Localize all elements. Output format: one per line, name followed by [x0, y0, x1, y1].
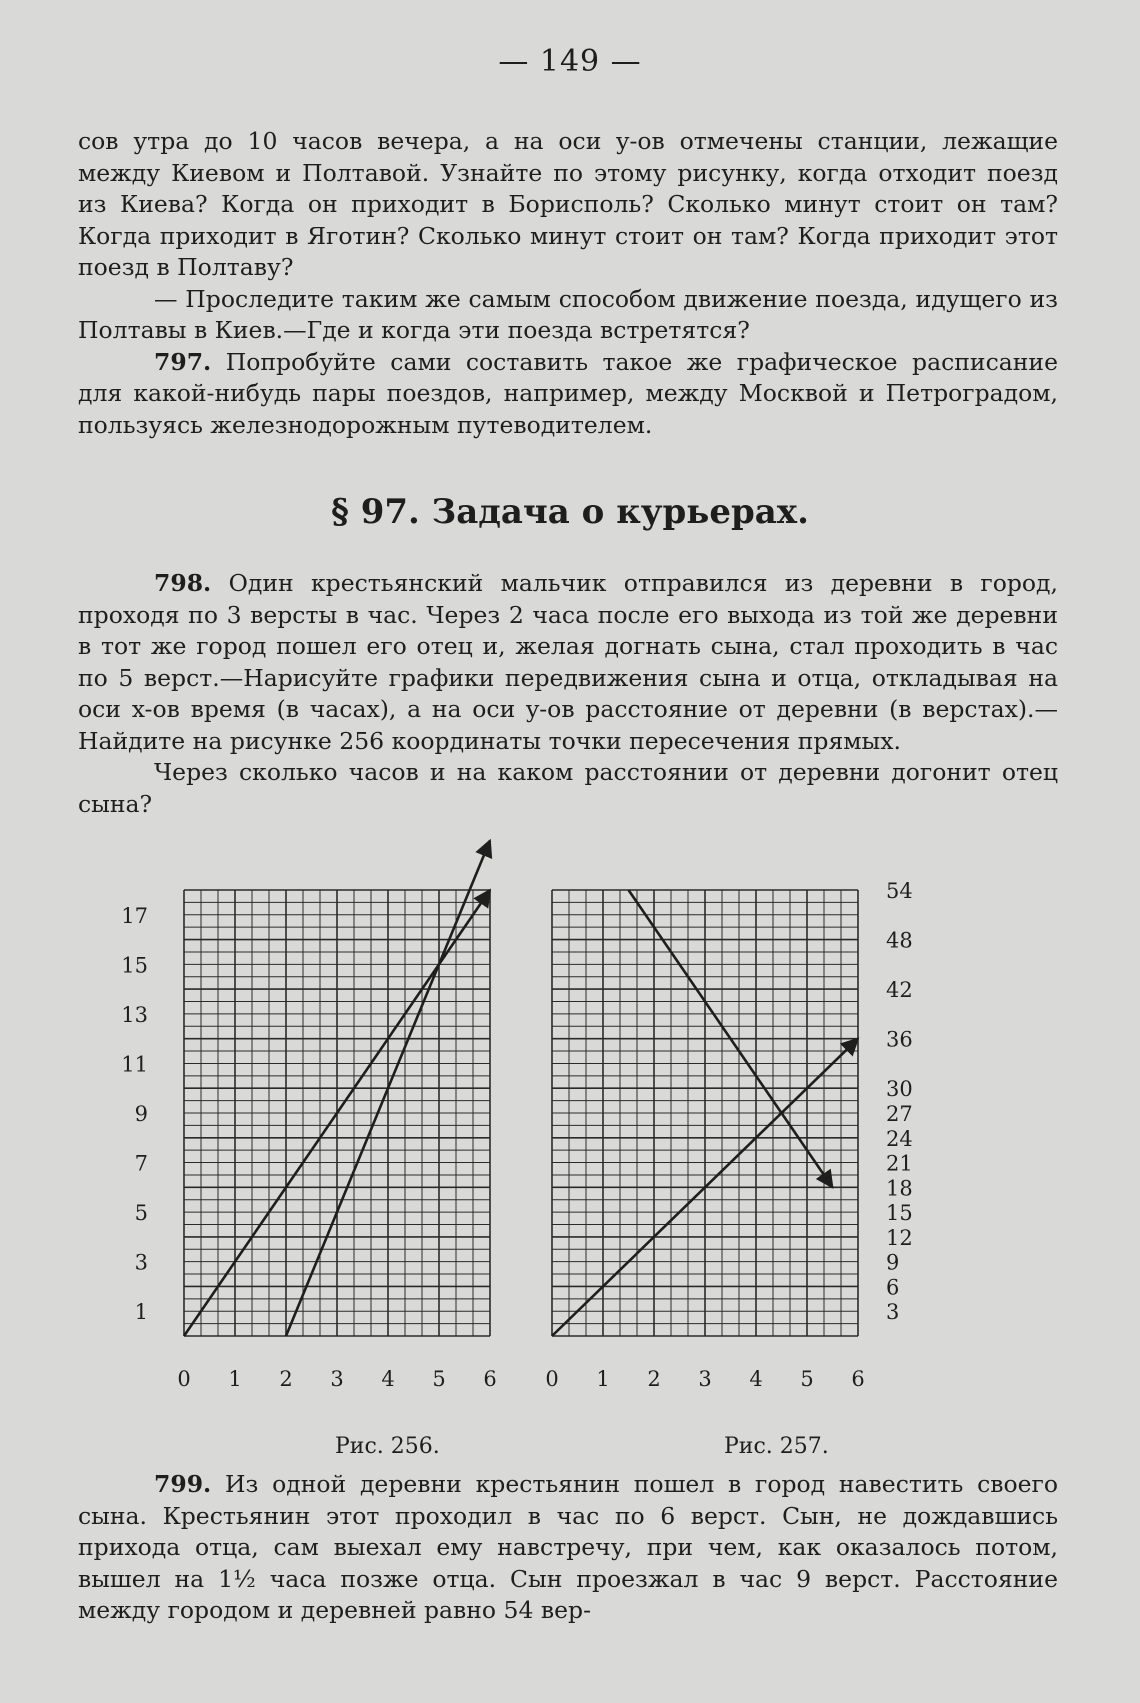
caption-257: Рис. 257. [724, 1434, 829, 1459]
y-tick-label: 9 [886, 1250, 900, 1275]
section-title: § 97. Задача о курьерах. [331, 492, 809, 532]
task-797-number: 797. [154, 347, 212, 376]
task-798 [78, 568, 1058, 757]
y-tick-label: 5 [134, 1201, 148, 1226]
y-tick-label: 1 [134, 1300, 148, 1325]
x-tick-label: 1 [596, 1367, 610, 1391]
y-tick-label: 42 [886, 978, 913, 1003]
y-tick-label: 15 [121, 953, 148, 978]
y-tick-label: 48 [886, 928, 913, 953]
x-tick-label: 2 [647, 1367, 661, 1391]
task-799-number: 799. [154, 1470, 212, 1498]
task-799-text: Из одной деревни крестьянин пошел в город навестить своего сына. Крестьянин этот проходил в час по 6 верст. Сын, не дождавшись прихода отца, сам выехал ему навстречу, при чем, как оказалось потом, вышел на 1½ часа позже отца. Сын проезжал в час 9 верст. Расстояние между городом и деревней равно 54 вер- [78, 1470, 1058, 1624]
caption-256: Рис. 256. [335, 1434, 440, 1459]
task-799 [78, 1469, 1058, 1627]
task-798-number: 798. [154, 569, 212, 597]
intro-paragraph-2: — Проследите таким же самым способом движение поезда, идущего из Полтавы в Киев.—Где и когда эти поезда встретятся? [78, 284, 1058, 344]
task-799-block [78, 1469, 1058, 1627]
x-tick-label: 1 [228, 1367, 242, 1391]
x-tick-label: 6 [851, 1367, 865, 1391]
x-tick-label: 0 [545, 1367, 559, 1391]
x-tick-label: 3 [330, 1367, 344, 1391]
y-tick-label: 6 [886, 1275, 900, 1300]
y-tick-label: 24 [886, 1126, 913, 1151]
y-tick-label: 7 [134, 1151, 148, 1176]
x-tick-label: 5 [800, 1367, 814, 1391]
x-tick-label: 3 [698, 1367, 712, 1391]
page-number: — 149 — [498, 44, 642, 79]
y-tick-label: 13 [121, 1002, 148, 1027]
x-tick-label: 0 [177, 1367, 191, 1391]
x-tick-label: 5 [432, 1367, 446, 1391]
x-tick-label: 4 [749, 1367, 763, 1391]
y-tick-label: 18 [886, 1176, 913, 1201]
x-tick-label: 6 [483, 1367, 497, 1391]
intro-block [78, 126, 1058, 441]
y-tick-label: 9 [134, 1102, 148, 1126]
x-tick-label: 2 [279, 1367, 293, 1391]
y-tick-label: 3 [886, 1300, 900, 1325]
figure-256 [100, 860, 560, 1420]
y-tick-label: 3 [134, 1250, 148, 1275]
task-798-question: Через сколько часов и на каком расстоянии от деревни догонит отец сына? [78, 758, 1058, 818]
figure-257 [545, 860, 1040, 1420]
y-tick-label: 30 [886, 1077, 913, 1102]
task-797 [78, 347, 1058, 442]
task-797-text: Попробуйте сами составить такое же графическое расписание для какой-нибудь пары поездов, например, между Москвой и Петроградом, пользуясь железнодорожным путеводителем. [78, 347, 1058, 439]
y-tick-label: 36 [886, 1027, 913, 1052]
task-798-block [78, 568, 1058, 820]
y-tick-label: 12 [886, 1225, 913, 1250]
y-tick-label: 11 [121, 1052, 148, 1077]
y-tick-label: 27 [886, 1102, 913, 1126]
y-tick-label: 15 [886, 1201, 913, 1226]
y-tick-label: 21 [886, 1151, 913, 1176]
x-tick-label: 4 [381, 1367, 395, 1391]
intro-paragraph-1: сов утра до 10 часов вечера, а на оси y-ов отмечены станции, лежащие между Киевом и Полтавой. Узнайте по этому рисунку, когда отходит поезд из Киева? Когда он приходит в Борисполь? Сколько минут стоит он там? Когда приходит в Яготин? Сколько минут стоит он там? Когда приходит этот поезд в Полтаву? [78, 127, 1058, 281]
y-tick-label: 17 [121, 903, 148, 928]
y-tick-label: 54 [886, 879, 913, 903]
task-798-text: Один крестьянский мальчик отправился из деревни в город, проходя по 3 версты в час. Через 2 часа после его выхода из той же деревни в тот же город пошел его отец и, желая догнать сына, стал проходить в час по 5 верст.—Нарисуйте графики передвижения сына и отца, откладывая на оси x-ов время (в часах), а на оси y-ов расстояние от деревни (в верстах).—Найдите на рисунке 256 координаты точки пересечения прямых. [78, 569, 1058, 755]
